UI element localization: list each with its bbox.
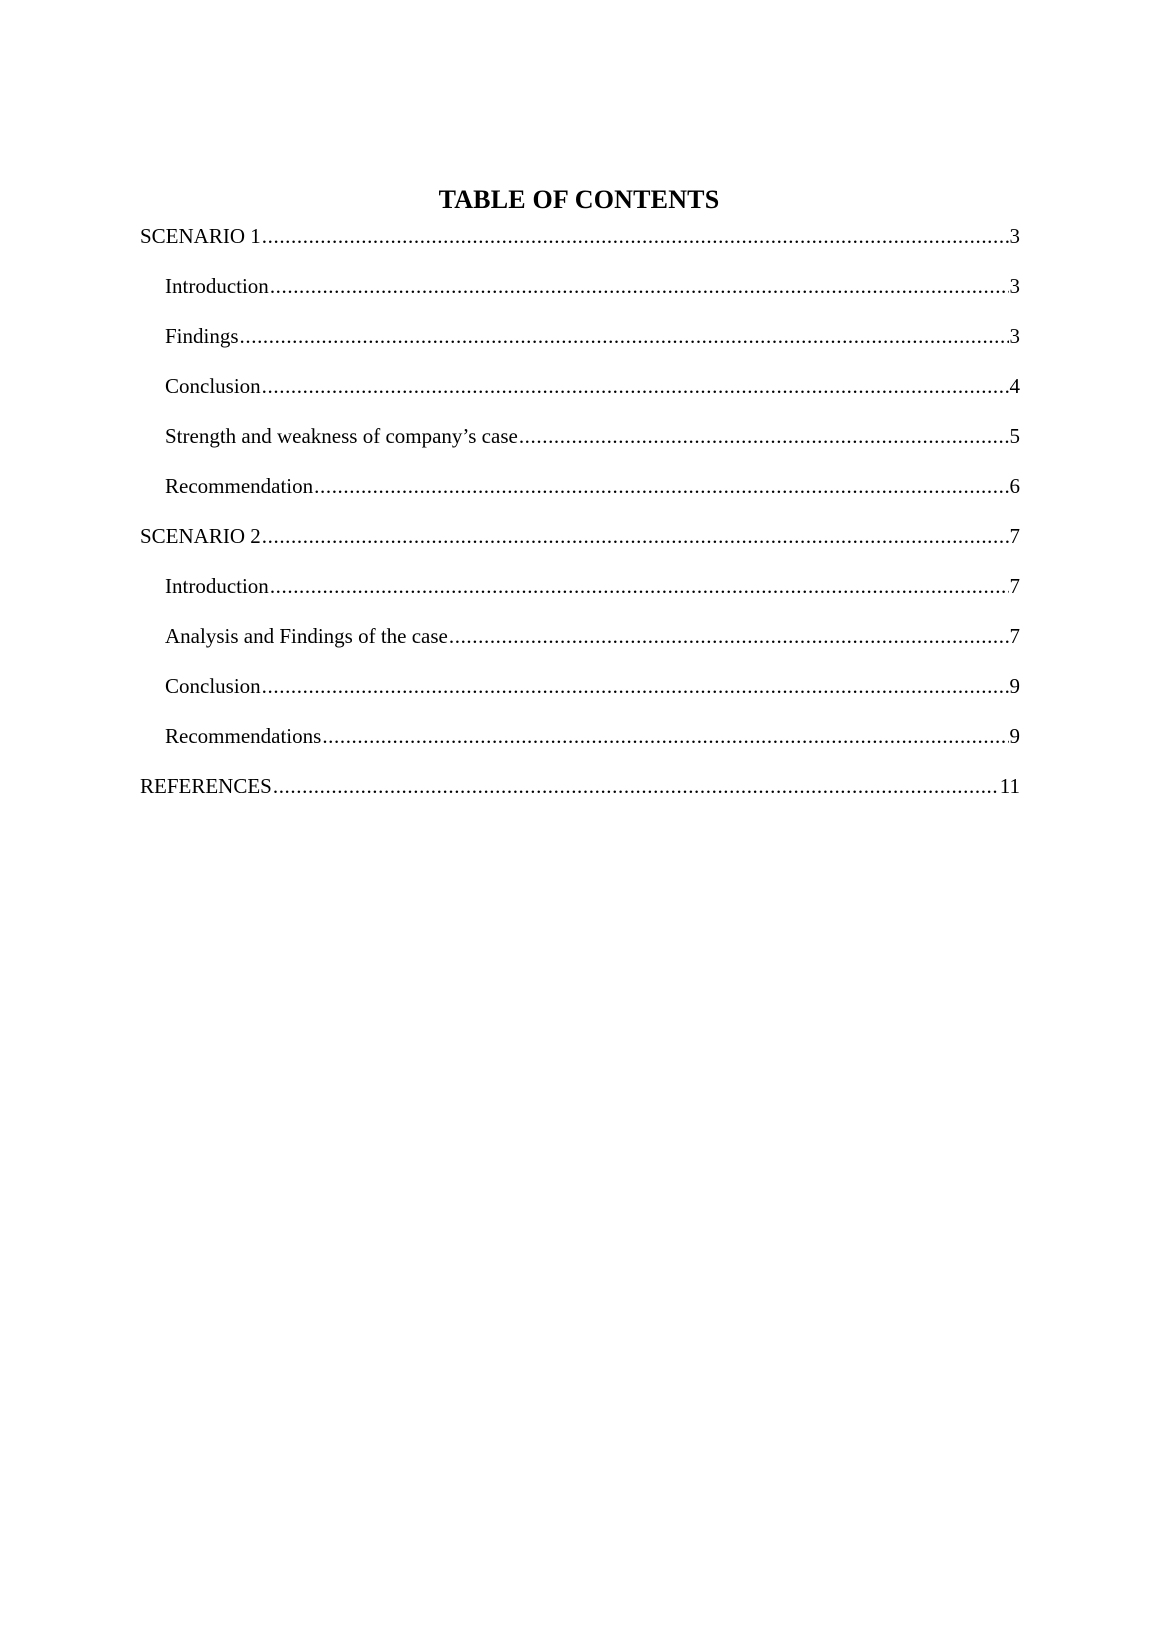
toc-entry-conclusion-2[interactable] — [140, 672, 1020, 722]
toc-entry-label: Strength and weakness of company’s case — [165, 424, 518, 448]
toc-entry-references[interactable] — [140, 772, 1020, 822]
toc-entry-label: Introduction — [165, 574, 269, 598]
toc-entry-label: Findings — [165, 324, 239, 348]
toc-dot-leader — [262, 672, 1009, 700]
toc-dot-leader — [262, 522, 1009, 550]
toc-list — [140, 222, 1020, 822]
toc-entry-page: 3 — [1009, 274, 1020, 298]
toc-entry-introduction[interactable] — [140, 272, 1020, 322]
toc-entry-page: 7 — [1009, 574, 1020, 598]
toc-dot-leader — [322, 722, 1008, 750]
toc-dot-leader — [262, 372, 1009, 400]
toc-title: TABLE OF CONTENTS — [438, 185, 720, 214]
toc-entry-label: REFERENCES — [140, 774, 272, 798]
toc-entry-label: Recommendation — [165, 474, 314, 498]
toc-dot-leader — [273, 772, 999, 800]
toc-entry-scenario-1[interactable] — [140, 222, 1020, 272]
toc-entry-findings[interactable] — [140, 322, 1020, 372]
toc-entry-label: Conclusion — [165, 374, 261, 398]
toc-dot-leader — [262, 222, 1009, 250]
toc-dot-leader — [449, 622, 1009, 650]
toc-entry-recommendations[interactable] — [140, 722, 1020, 772]
toc-entry-page: 3 — [1009, 324, 1020, 348]
toc-dot-leader — [270, 572, 1009, 600]
toc-dot-leader — [519, 422, 1009, 450]
toc-entry-page: 5 — [1009, 424, 1020, 448]
toc-entry-page: 9 — [1009, 724, 1020, 748]
toc-entry-introduction-2[interactable] — [140, 572, 1020, 622]
toc-entry-label: Conclusion — [165, 674, 261, 698]
toc-dot-leader — [240, 322, 1009, 350]
toc-entry-label: Analysis and Findings of the case — [165, 624, 448, 648]
toc-dot-leader — [270, 272, 1009, 300]
toc-entry-conclusion[interactable] — [140, 372, 1020, 422]
toc-entry-page: 7 — [1009, 524, 1020, 548]
toc-entry-label: Recommendations — [165, 724, 322, 748]
toc-entry-strength-weakness[interactable] — [140, 422, 1020, 472]
toc-entry-analysis-findings[interactable] — [140, 622, 1020, 672]
toc-entry-page: 9 — [1009, 674, 1020, 698]
toc-entry-page: 3 — [1009, 224, 1020, 248]
toc-dot-leader — [314, 472, 1008, 500]
toc-entry-scenario-2[interactable] — [140, 522, 1020, 572]
toc-entry-page: 6 — [1009, 474, 1020, 498]
toc-entry-recommendation[interactable] — [140, 472, 1020, 522]
toc-entry-page: 4 — [1009, 374, 1020, 398]
toc-entry-page: 7 — [1009, 624, 1020, 648]
toc-entry-label: Introduction — [165, 274, 269, 298]
toc-entry-page: 11 — [999, 774, 1020, 798]
toc-entry-label: SCENARIO 2 — [140, 524, 261, 548]
toc-entry-label: SCENARIO 1 — [140, 224, 261, 248]
